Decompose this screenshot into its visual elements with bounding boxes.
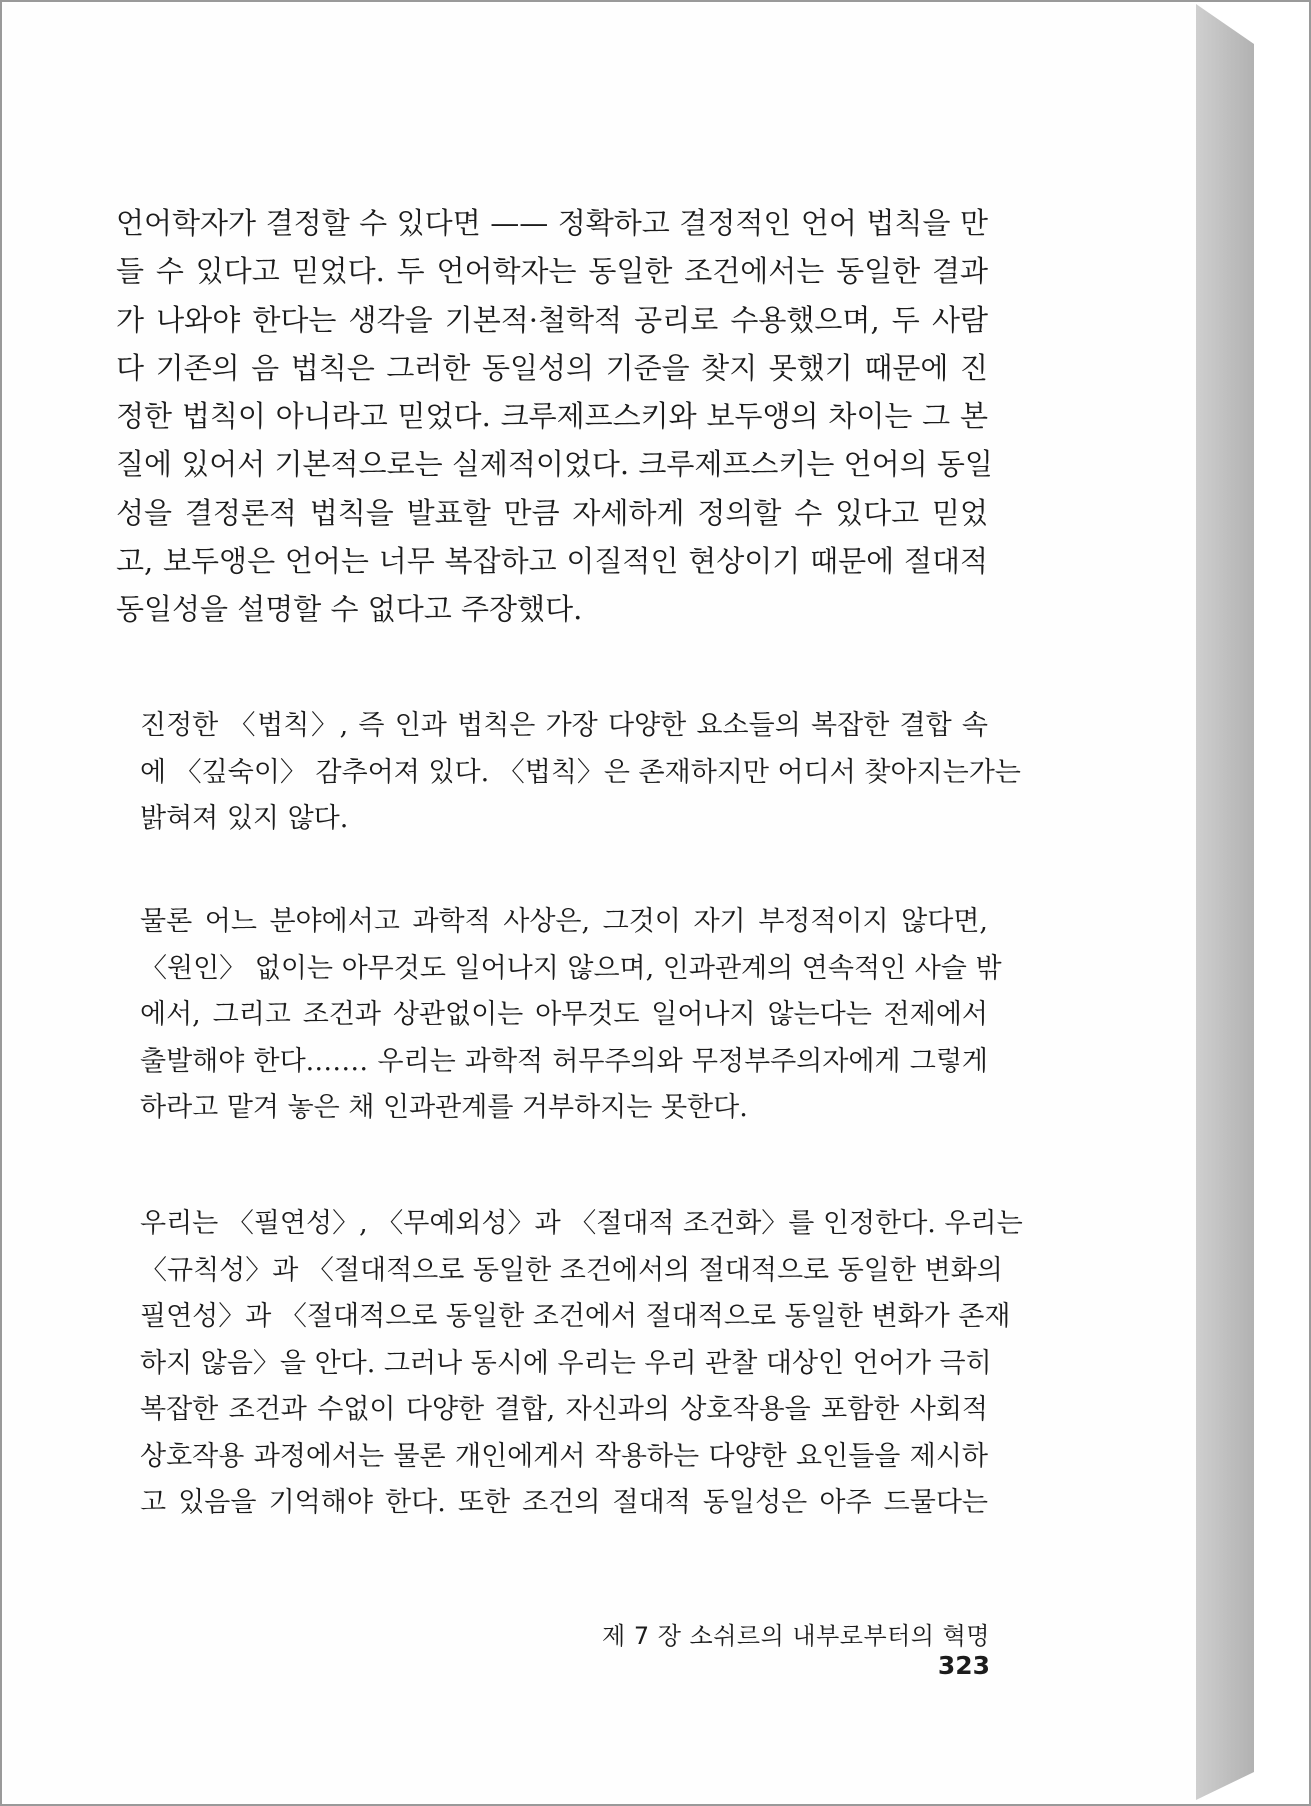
text-line: 가 나와야 한다는 생각을 기본적·철학적 공리로 수용했으며, 두 사람 bbox=[116, 302, 988, 337]
block-quote-2 bbox=[140, 899, 1002, 1132]
text-line: 물론 어느 분야에서고 과학적 사상은, 그것이 자기 부정적이지 않다면, bbox=[140, 906, 988, 937]
text-line: 복잡한 조건과 수없이 다양한 결합, 자신과의 상호작용을 포함한 사회적 bbox=[140, 1394, 988, 1425]
text-line: 에서, 그리고 조건과 상관없이는 아무것도 일어나지 않는다는 전제에서 bbox=[140, 999, 988, 1030]
block-quote-1 bbox=[140, 703, 1021, 843]
text-line: 우리는 〈필연성〉, 〈무예외성〉과 〈절대적 조건화〉를 인정한다. 우리는 bbox=[140, 1208, 1023, 1239]
text-line: 정한 법칙이 아니라고 믿었다. 크루제프스키와 보두앵의 차이는 그 본 bbox=[116, 399, 988, 434]
body-paragraph bbox=[116, 199, 993, 634]
running-footer bbox=[570, 1616, 990, 1680]
text-line: 언어학자가 결정할 수 있다면 —— 정확하고 결정적인 언어 법칙을 만 bbox=[116, 206, 988, 240]
page-edge-shadow bbox=[1196, 4, 1254, 1800]
text-line: 상호작용 과정에서는 물론 개인에게서 작용하는 다양한 요인들을 제시하 bbox=[140, 1440, 988, 1472]
text-line: 고, 보두앵은 언어는 너무 복잡하고 이질적인 현상이기 때문에 절대적 bbox=[116, 544, 988, 579]
text-line: 밝혀져 있지 않다. bbox=[140, 803, 349, 834]
text-line: 다 기존의 음 법칙은 그러한 동일성의 기준을 찾지 못했기 때문에 진 bbox=[116, 350, 988, 385]
text-line: 〈규칙성〉과 〈절대적으로 동일한 조건에서의 절대적으로 동일한 변화의 bbox=[140, 1254, 1003, 1286]
chapter-title: 제 7 장 소쉬르의 내부로부터의 혁명 bbox=[602, 1622, 990, 1650]
text-line: 고 있음을 기억해야 한다. 또한 조건의 절대적 동일성은 아주 드물다는 bbox=[140, 1487, 988, 1518]
text-line: 하라고 맡겨 놓은 채 인과관계를 거부하지는 못한다. bbox=[140, 1092, 748, 1123]
page-number: 323 bbox=[937, 1651, 990, 1680]
text-line: 에 〈깊숙이〉 감추어져 있다. 〈법칙〉은 존재하지만 어디서 찾아지는가는 bbox=[140, 756, 1021, 788]
text-line: 들 수 있다고 믿었다. 두 언어학자는 동일한 조건에서는 동일한 결과 bbox=[116, 254, 988, 289]
text-line: 동일성을 설명할 수 없다고 주장했다. bbox=[116, 592, 583, 627]
text-line: 필연성〉과 〈절대적으로 동일한 조건에서 절대적으로 동일한 변화가 존재 bbox=[140, 1301, 1011, 1332]
text-line: 하지 않음〉을 안다. 그러나 동시에 우리는 우리 관찰 대상인 언어가 극히 bbox=[140, 1347, 992, 1379]
text-line: 출발해야 한다.…… 우리는 과학적 허무주의와 무정부주의자에게 그렇게 bbox=[140, 1045, 988, 1077]
text-line: 성을 결정론적 법칙을 발표할 만큼 자세하게 정의할 수 있다고 믿었 bbox=[116, 495, 988, 530]
text-line: 질에 있어서 기본적으로는 실제적이었다. 크루제프스키는 언어의 동일 bbox=[116, 447, 993, 482]
text-line: 〈원인〉 없이는 아무것도 일어나지 않으며, 인과관계의 연속적인 사슬 밖 bbox=[140, 952, 1002, 984]
text-line: 진정한 〈법칙〉, 즉 인과 법칙은 가장 다양한 요소들의 복잡한 결합 속 bbox=[140, 710, 988, 741]
block-quote-3 bbox=[140, 1201, 1023, 1527]
